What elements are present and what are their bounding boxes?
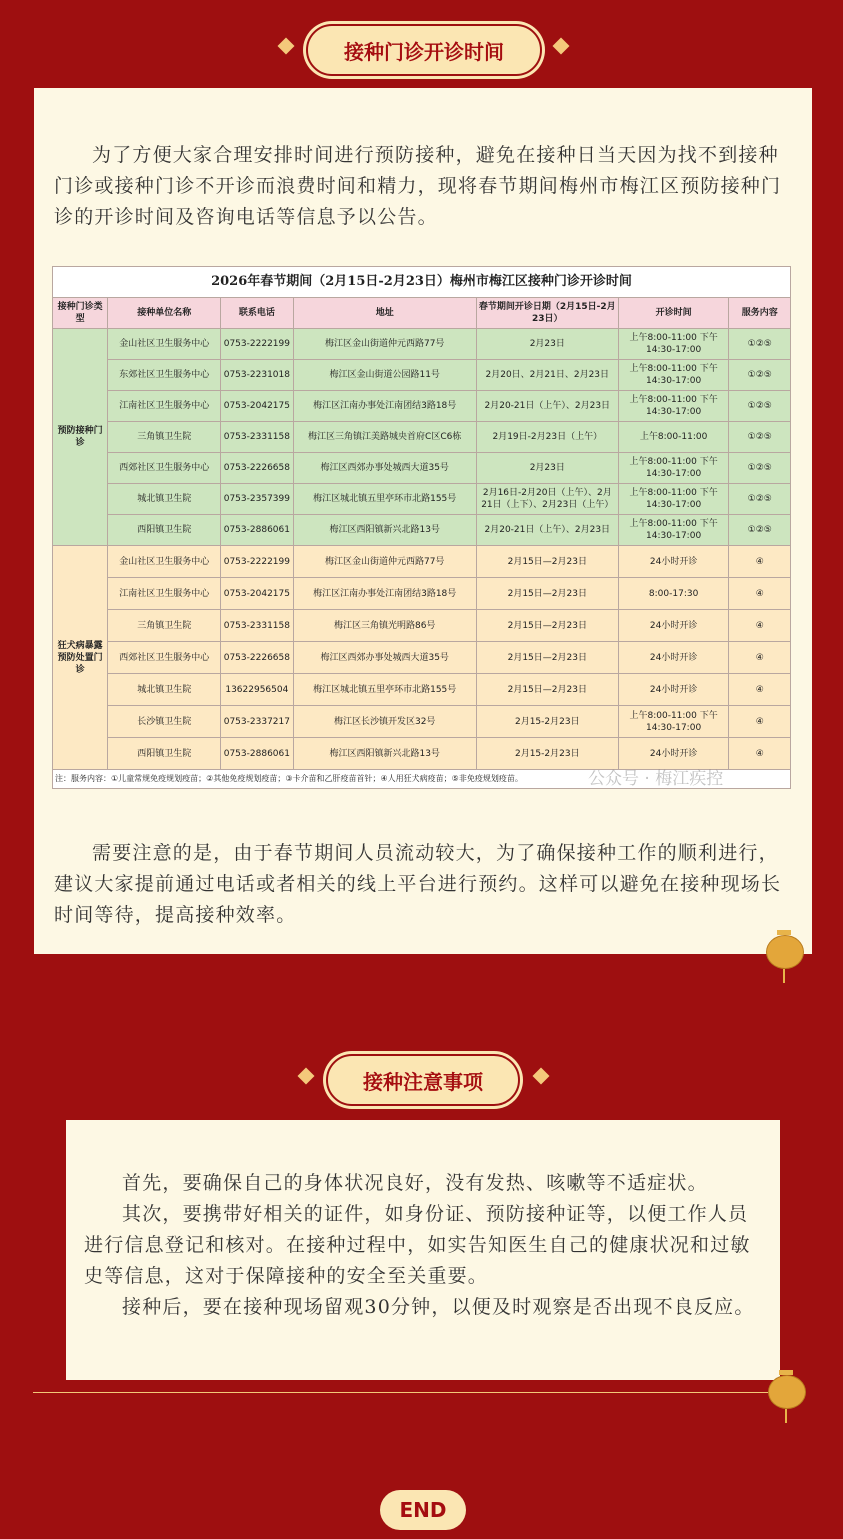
table-cell: 2月23日 [476, 453, 618, 484]
table-cell: 2月15日—2月23日 [476, 546, 618, 578]
table-cell: 西阳镇卫生院 [108, 738, 221, 770]
table-row [53, 453, 791, 484]
table-cell: 西郊社区卫生服务中心 [108, 453, 221, 484]
table-cell: 梅江区长沙镇开发区32号 [293, 706, 476, 738]
table-cell: 上午8:00-11:00 下午14:30-17:00 [618, 329, 729, 360]
table-cell: 上午8:00-11:00 下午14:30-17:00 [618, 515, 729, 546]
table-cell: 24小时开诊 [618, 674, 729, 706]
table-cell: 江南社区卫生服务中心 [108, 578, 221, 610]
watermark: 公众号 · 梅江疾控 [588, 769, 724, 789]
table-cell: ④ [729, 546, 791, 578]
table-cell: 梅江区西阳镇新兴北路13号 [293, 738, 476, 770]
section1-header [0, 18, 843, 78]
table-cell: 江南社区卫生服务中心 [108, 391, 221, 422]
schedule-table [52, 266, 791, 789]
table-header-row [53, 298, 791, 329]
table-cell: 0753-2226658 [221, 453, 293, 484]
table-cell: 0753-2222199 [221, 546, 293, 578]
table-cell: 梅江区金山街道仲元西路77号 [293, 546, 476, 578]
table-cell: 西阳镇卫生院 [108, 515, 221, 546]
table-cell: 梅江区城北镇五里亭环市北路155号 [293, 674, 476, 706]
section1-title: 接种门诊开诊时间 [306, 24, 542, 76]
table-cell: 0753-2337217 [221, 706, 293, 738]
col-header: 地址 [293, 298, 476, 329]
table-cell: 梅江区江南办事处江南团结3路18号 [293, 578, 476, 610]
table-cell: 2月20-21日（上午）、2月23日 [476, 391, 618, 422]
table-cell: 上午8:00-11:00 下午14:30-17:00 [618, 706, 729, 738]
table-cell: ①②⑤ [729, 453, 791, 484]
table-cell: 0753-2042175 [221, 391, 293, 422]
table-row [53, 546, 791, 578]
table-cell: 2月23日 [476, 329, 618, 360]
table-cell: 0753-2231018 [221, 360, 293, 391]
table-cell: ④ [729, 642, 791, 674]
table-cell: 0753-2226658 [221, 642, 293, 674]
table-cell: 上午8:00-11:00 下午14:30-17:00 [618, 360, 729, 391]
table-row [53, 484, 791, 515]
table-cell: 0753-2222199 [221, 329, 293, 360]
table-cell: 2月15日—2月23日 [476, 674, 618, 706]
table-cell: 梅江区西郊办事处城西大道35号 [293, 642, 476, 674]
table-cell: 2月19日-2月23日（上午） [476, 422, 618, 453]
table-row [53, 360, 791, 391]
lantern-icon [766, 930, 802, 983]
table-cell: ④ [729, 706, 791, 738]
table-cell: ④ [729, 610, 791, 642]
table-row [53, 329, 791, 360]
category-cell: 预防接种门诊 [53, 329, 108, 546]
table-cell: 24小时开诊 [618, 738, 729, 770]
col-header: 接种单位名称 [108, 298, 221, 329]
table-cell: 24小时开诊 [618, 610, 729, 642]
closing-paragraph: 需要注意的是，由于春节期间人员流动较大，为了确保接种工作的顺利进行，建议大家提前通过电话或者相关的线上平台进行预约。这样可以避免在接种现场长时间等待，提高接种效率。 [54, 842, 782, 926]
table-cell: 梅江区三角镇江美路城央首府C区C6栋 [293, 422, 476, 453]
table-row [53, 706, 791, 738]
table-cell: 2月15-2月23日 [476, 738, 618, 770]
table-cell: 0753-2331158 [221, 422, 293, 453]
table-cell: 8:00-17:30 [618, 578, 729, 610]
diamond-icon [278, 38, 295, 55]
col-header: 联系电话 [221, 298, 293, 329]
table-cell: 梅江区江南办事处江南团结3路18号 [293, 391, 476, 422]
end-badge: END [380, 1490, 466, 1530]
table-cell: 三角镇卫生院 [108, 422, 221, 453]
section2-card [66, 1120, 780, 1380]
table-cell: 24小时开诊 [618, 642, 729, 674]
table-cell: 东郊社区卫生服务中心 [108, 360, 221, 391]
table-cell: 上午8:00-11:00 下午14:30-17:00 [618, 391, 729, 422]
table-cell: 0753-2886061 [221, 515, 293, 546]
table-cell: 梅江区西阳镇新兴北路13号 [293, 515, 476, 546]
intro-paragraph: 为了方便大家合理安排时间进行预防接种，避免在接种日当天因为找不到接种门诊或接种门诊不开诊而浪费时间和精力，现将春节期间梅州市梅江区预防接种门诊的开诊时间及咨询电话等信息予以公告。 [54, 144, 782, 228]
lantern-icon [768, 1370, 804, 1423]
table-cell: 24小时开诊 [618, 546, 729, 578]
table-cell: ④ [729, 738, 791, 770]
col-header: 服务内容 [729, 298, 791, 329]
table-cell: 0753-2357399 [221, 484, 293, 515]
table-cell: 梅江区金山街道仲元西路77号 [293, 329, 476, 360]
col-header: 春节期间开诊日期（2月15日-2月23日） [476, 298, 618, 329]
table-cell: 2月15日—2月23日 [476, 578, 618, 610]
table-row [53, 578, 791, 610]
table-row [53, 610, 791, 642]
table-cell: 0753-2042175 [221, 578, 293, 610]
table-cell: ①②⑤ [729, 422, 791, 453]
table-cell: 2月15日—2月23日 [476, 610, 618, 642]
table-cell: 梅江区西郊办事处城西大道35号 [293, 453, 476, 484]
table-cell: 上午8:00-11:00 [618, 422, 729, 453]
table-cell: 城北镇卫生院 [108, 674, 221, 706]
table-title: 2026年春节期间（2月15日-2月23日）梅州市梅江区接种门诊开诊时间 [53, 267, 791, 298]
diamond-icon [533, 1068, 550, 1085]
table-note: 注：服务内容：①儿童常规免疫规划疫苗；②其他免疫规划疫苗；③卡介苗和乙肝疫苗首针；④人用狂犬病疫苗；⑤非免疫规划疫苗。 [53, 770, 791, 789]
divider [33, 1392, 771, 1393]
table-cell: 2月20-21日（上午）、2月23日 [476, 515, 618, 546]
table-cell: 金山社区卫生服务中心 [108, 329, 221, 360]
table-row [53, 642, 791, 674]
table-cell: 长沙镇卫生院 [108, 706, 221, 738]
section2-title: 接种注意事项 [326, 1054, 520, 1106]
col-header: 接种门诊类型 [53, 298, 108, 329]
table-cell: ①②⑤ [729, 360, 791, 391]
table-cell: 0753-2886061 [221, 738, 293, 770]
table-cell: ①②⑤ [729, 484, 791, 515]
diamond-icon [298, 1068, 315, 1085]
notice-paragraph-3: 接种后，要在接种现场留观30分钟，以便及时观察是否出现不良反应。 [122, 1296, 755, 1318]
table-cell: 0753-2331158 [221, 610, 293, 642]
category-cell: 狂犬病暴露预防处置门诊 [53, 546, 108, 770]
table-cell: ④ [729, 578, 791, 610]
table-cell: 梅江区三角镇光明路86号 [293, 610, 476, 642]
section2-header [0, 1048, 843, 1108]
table-cell: 西郊社区卫生服务中心 [108, 642, 221, 674]
table-row [53, 422, 791, 453]
table-cell: 城北镇卫生院 [108, 484, 221, 515]
table-cell: 梅江区城北镇五里亭环市北路155号 [293, 484, 476, 515]
table-cell: 2月15日—2月23日 [476, 642, 618, 674]
col-header: 开诊时间 [618, 298, 729, 329]
table-cell: 三角镇卫生院 [108, 610, 221, 642]
notice-paragraph-2: 其次，要携带好相关的证件，如身份证、预防接种证等，以便工作人员进行信息登记和核对。在接种过程中，如实告知医生自己的健康状况和过敏史等信息，这对于保障接种的安全至关重要。 [84, 1203, 751, 1287]
table-cell: 2月16日-2月20日（上午）、2月21日（上下）、2月23日（上午） [476, 484, 618, 515]
table-cell: ①②⑤ [729, 515, 791, 546]
table-cell: 13622956504 [221, 674, 293, 706]
table-row [53, 391, 791, 422]
table-cell: ④ [729, 674, 791, 706]
table-row [53, 515, 791, 546]
table-row [53, 674, 791, 706]
table-cell: 2月20日、2月21日、2月23日 [476, 360, 618, 391]
table-cell: 上午8:00-11:00 下午14:30-17:00 [618, 453, 729, 484]
table-cell: 2月15-2月23日 [476, 706, 618, 738]
table-cell: 金山社区卫生服务中心 [108, 546, 221, 578]
notice-paragraph-1: 首先，要确保自己的身体状况良好，没有发热、咳嗽等不适症状。 [122, 1172, 708, 1194]
table-cell: ①②⑤ [729, 391, 791, 422]
diamond-icon [553, 38, 570, 55]
table-cell: 上午8:00-11:00 下午14:30-17:00 [618, 484, 729, 515]
table-cell: ①②⑤ [729, 329, 791, 360]
table-cell: 梅江区金山街道公园路11号 [293, 360, 476, 391]
